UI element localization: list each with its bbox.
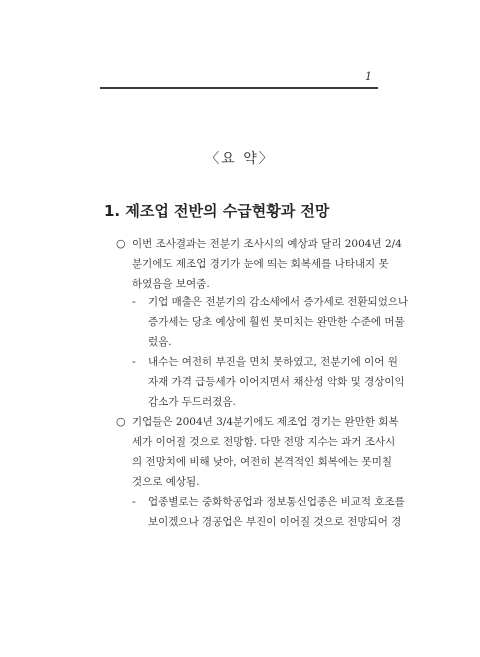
text-line: 기업 매출은 전분기의 감소세에서 증가세로 전환되었으나 xyxy=(148,296,409,308)
text-line: 렀음. xyxy=(148,336,172,348)
text-line: 증가세는 당초 예상에 훨씬 못미치는 완만한 수준에 머물 xyxy=(148,316,405,328)
text-line: 하였음을 보여줌. xyxy=(132,278,210,290)
dash-bullet-icon: - xyxy=(132,295,136,308)
paragraph-circle-2 xyxy=(116,412,399,492)
paragraph-text xyxy=(148,292,408,352)
text-line: 내수는 여전히 부진을 면치 못하였고, 전분기에 이어 원 xyxy=(148,356,398,368)
header-rule xyxy=(100,87,378,89)
text-line: 이번 조사결과는 전분기 조사시의 예상과 달리 2004년 2/4 xyxy=(132,238,402,250)
text-line: 보이겠으나 경공업은 부진이 이어질 것으로 전망되어 경 xyxy=(148,516,402,528)
text-line: 의 전망치에 비해 낮아, 여전히 본격적인 회복에는 못미칠 xyxy=(132,456,392,468)
paragraph-dash-2 xyxy=(116,352,405,412)
paragraph-dash-1 xyxy=(116,292,409,352)
section-heading: 1. 제조업 전반의 수급현황과 전망 xyxy=(104,202,330,220)
text-line: 세가 이어질 것으로 전망함. 다만 전망 지수는 과거 조사시 xyxy=(132,436,396,448)
page-number: 1 xyxy=(365,70,372,83)
text-line: 감소가 두드러졌음. xyxy=(148,396,236,408)
paragraph-text xyxy=(148,492,405,532)
paragraph-text xyxy=(148,352,405,412)
text-line: 업종별로는 중화학공업과 정보통신업종은 비교적 호조를 xyxy=(148,496,405,508)
text-line: 자재 가격 급등세가 이어지면서 채산성 악화 및 경상이익 xyxy=(148,376,405,388)
paragraph-text xyxy=(132,412,399,492)
dash-bullet-icon: - xyxy=(132,355,136,368)
paragraph-text xyxy=(132,234,402,294)
paragraph-dash-3 xyxy=(116,492,405,532)
circle-bullet-icon: ○ xyxy=(116,415,126,428)
text-line: 것으로 예상됨. xyxy=(132,476,200,488)
summary-title: 〈요 약〉 xyxy=(205,151,275,167)
circle-bullet-icon: ○ xyxy=(116,237,126,250)
text-line: 기업들은 2004년 3/4분기에도 제조업 경기는 완만한 회복 xyxy=(132,416,399,428)
dash-bullet-icon: - xyxy=(132,495,136,508)
text-line: 분기에도 제조업 경기가 눈에 띄는 회복세를 나타내지 못 xyxy=(132,258,389,270)
paragraph-circle-1 xyxy=(116,234,402,294)
